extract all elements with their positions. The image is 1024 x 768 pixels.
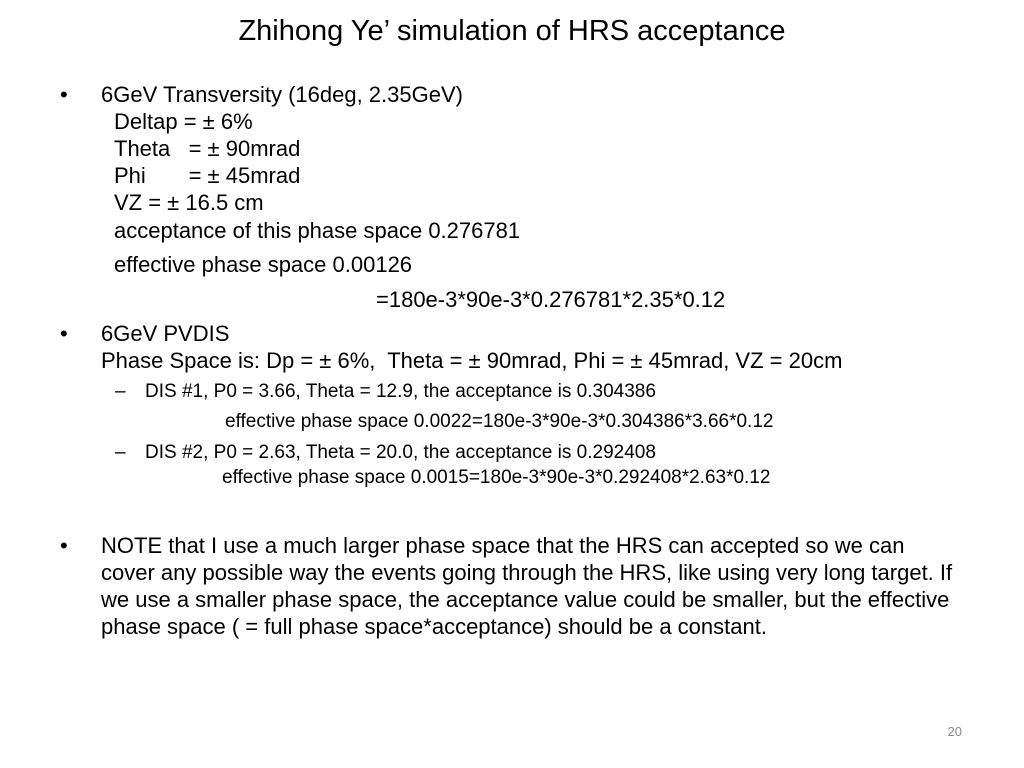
phase-space-line: Phase Space is: Dp = ± 6%, Theta = ± 90mrad, Phi = ± 45mrad, VZ = 20cm — [101, 348, 843, 373]
dash-marker: – — [115, 381, 126, 402]
acceptance-line: acceptance of this phase space 0.276781 — [114, 218, 521, 243]
vz-line: VZ = ± 16.5 cm — [114, 190, 264, 215]
page-number: 20 — [947, 724, 962, 739]
formula-line: =180e-3*90e-3*0.276781*2.35*0.12 — [376, 287, 726, 312]
dis1-line: DIS #1, P0 = 3.66, Theta = 12.9, the acceptance is 0.304386 — [145, 381, 656, 402]
effective-phase-space-line: effective phase space 0.00126 — [114, 252, 413, 277]
bullet-marker: • — [60, 321, 68, 346]
section1-heading: 6GeV Transversity (16deg, 2.35GeV) — [101, 82, 463, 107]
bullet-marker: • — [60, 533, 68, 558]
bullet-marker: • — [60, 82, 68, 107]
dis2-effective-line: effective phase space 0.0015=180e-3*90e-3*0.292408*2.63*0.12 — [222, 467, 771, 488]
deltap-line: Deltap = ± 6% — [114, 109, 253, 134]
dash-marker: – — [115, 442, 126, 463]
theta-line: Theta = ± 90mrad — [114, 136, 301, 161]
slide-title: Zhihong Ye’ simulation of HRS acceptance — [238, 15, 786, 47]
phi-line: Phi = ± 45mrad — [114, 163, 301, 188]
dis1-effective-line: effective phase space 0.0022=180e-3*90e-3*0.304386*3.66*0.12 — [225, 411, 774, 432]
note-paragraph: NOTE that I use a much larger phase space that the HRS can accepted so we can cover any possible way the events going through the HRS, like using very long target. If we use a smaller phase space, the acceptance value could be smaller, but the effective phase space ( = full phase space*acceptance) should be a constant. — [101, 533, 953, 639]
dis2-line: DIS #2, P0 = 2.63, Theta = 20.0, the acceptance is 0.292408 — [145, 442, 656, 463]
section2-heading: 6GeV PVDIS — [101, 321, 230, 346]
